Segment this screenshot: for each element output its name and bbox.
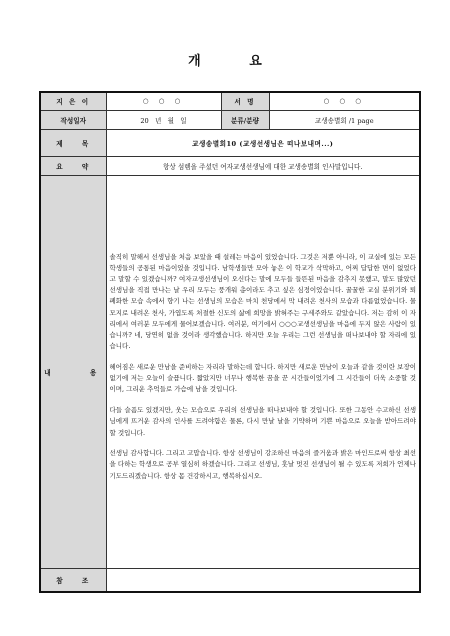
content-paragraph: 헤어짐은 새로운 만남을 준비하는 자리라 말하는데 합니다. 하지만 새로운 만남이 오늘과 같을 것이란 보장이 없기에 저는 오늘이 슬픕니다. 짧았지만 너무나 행복한 꿈을 꾼 시간들이었기에 그 시간들이 더욱 소중할 것이며, 그리운 추억들로 가슴에 남을 것입니다. bbox=[109, 363, 416, 394]
subject-label: 제 목 bbox=[40, 129, 106, 156]
subject-value: 교생송별회10 (교생선생님은 떠나보내며...) bbox=[106, 129, 420, 156]
content-paragraph: 솔직히 말해서 선생님을 처음 보았을 때 설레는 마음이 있었습니다. 그것은 저뿐 아니라, 이 교실에 있는 모든 학생들의 공통된 마음이었을 것입니다. 남학생들만 모아 놓은 이 학교가 삭막하고, 어찌 답답한 면이 없었다고 말할 수 있겠습니까? 여자교생선생님이 오신다는 말에 모두들 들뜬된 마음을 감추지 못했고, 말도 많았던 선생님을 직접 만나는 날 우리 모두는 풍개워 총이라도 추고 싶은 심정이었습니다. 꿀꿀한 교실 분위기와 퇴폐화한 모습 속에서 향기 나는 선생님의 모습은 마치 천당에서 막 내려온 천사의 모습과 다름없었습니다. 물모지로 내려온 천사, 가엽도록 처절한 신도의 삶에 희망을 밝혀주는 구세주와도 같았습니다. 저는 감히 이 자리에서 여러분 모두에게 물어보겠습니다. 여러분, 여기에서 ○○○교생선생님을 마음에 두지 않은 사람이 있습니까? 네, 당연히 없을 것이라 생각했습니다. 하지만 오늘 우리는 그런 선생님을 떠나보내야 할 자리에 있습니다. bbox=[109, 252, 416, 351]
author-value: ○ ○ ○ bbox=[106, 92, 221, 110]
title-role-value: ○ ○ ○ bbox=[269, 92, 420, 110]
content-paragraph: 다들 슬픔도 있겠지만, 웃는 모습으로 우리의 선생님을 떠나보내야 할 것입니다. 또한 그동안 수고하신 선생님에게 뜨거운 감사의 인사를 드려야함은 물론, 다시 만날 날을 기약하며 기쁜 마음으로 오늘을 받아드려야 할 것입니다. bbox=[109, 406, 416, 437]
reference-label: 참 조 bbox=[40, 568, 106, 592]
content-paragraph: 선생님 감사합니다. 그리고 고맙습니다. 항상 선생님이 강조하신 마음의 즐거움과 밝은 마인드로써 항상 최선을 다하는 학생으로 공부 열심히 하겠습니다. 그리고 선생님, 훗날 멋진 선생님이 될 수 있도록 저희가 언제나 기도드리겠습니다. 항상 몸 건강하시고, 행복하십시오. bbox=[109, 449, 416, 480]
category-label: 분류/분량 bbox=[221, 110, 269, 129]
author-row bbox=[40, 92, 420, 110]
title-role-label: 서 명 bbox=[221, 92, 269, 110]
subject-row bbox=[40, 129, 420, 156]
date-row bbox=[40, 110, 420, 129]
reference-row bbox=[40, 568, 420, 592]
content-row bbox=[40, 175, 420, 568]
summary-row bbox=[40, 156, 420, 175]
date-label: 작성일자 bbox=[40, 110, 106, 129]
content-body bbox=[106, 175, 420, 568]
author-label: 지 은 이 bbox=[40, 92, 106, 110]
summary-value: 항상 섬렘을 주셨던 여자교생선생님에 대한 교생송별회 인사말입니다. bbox=[106, 156, 420, 175]
reference-value bbox=[106, 568, 420, 592]
page-title: 개 요 bbox=[188, 54, 284, 69]
summary-form-table bbox=[39, 91, 421, 593]
content-label: 내 용 bbox=[40, 175, 106, 568]
date-value: 20 년 월 일 bbox=[106, 110, 221, 129]
category-value: 교생송별회 /1 page bbox=[269, 110, 420, 129]
summary-label: 요 약 bbox=[40, 156, 106, 175]
